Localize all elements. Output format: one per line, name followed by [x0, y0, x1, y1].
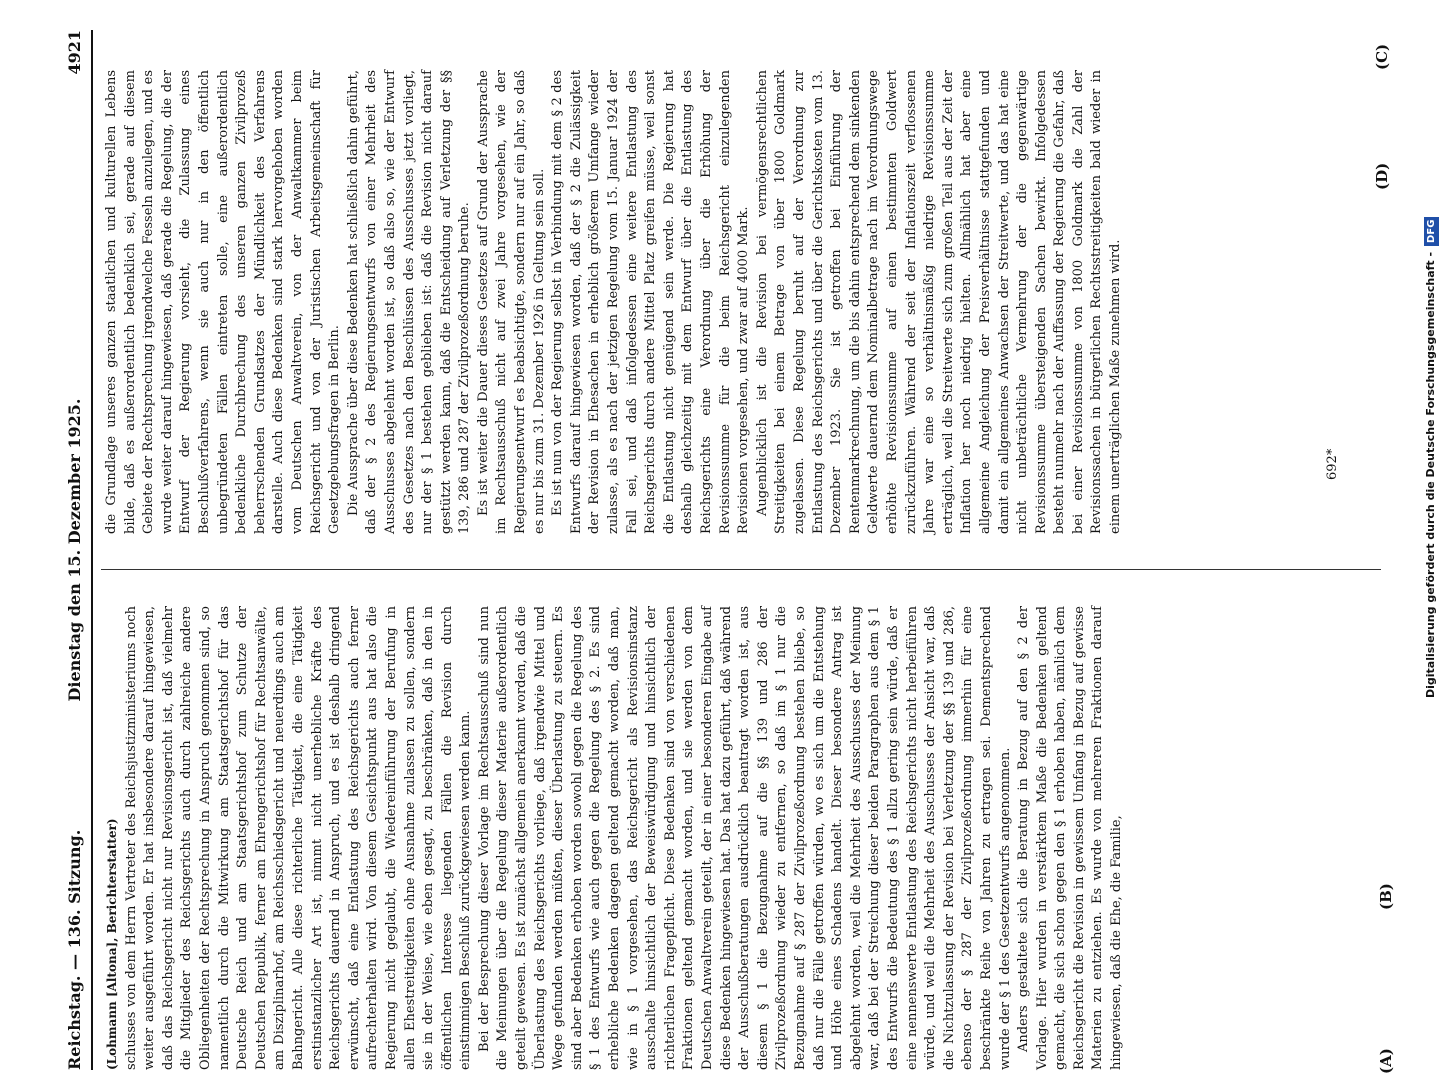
paragraph: schusses von dem Herrn Vertreter des Reichsjustizministeriums noch weiter ausgeführt worden. Er hat insbesondere darauf hingewiesen, daß das Reichsgericht nicht nur Revisionsgericht ist, daß vielmehr die Mitglieder des Reichsgerichts auch durch zahlreiche andere Obliegenheiten der Rechtsprechung in Anspruch genommen sind, so namentlich durch die Mitwirkung am Staatsgerichtshof für das Deutsche Reich und am Staatsgerichtshof zum Schutze der Deutschen Republik, ferner am Ehrengerichtshof für Rechtsanwälte, am Disziplinarhof, am Reichsschiedsgericht und neuerdings auch am Bahngericht. Alle diese richterliche Tätigkeit, die eine Tätigkeit erstinstanzlicher Art ist, nimmt nicht unerhebliche Kräfte des Reichsgerichts dauernd in Anspruch, und es ist deshalb dringend erwünscht, daß eine Entlastung des Reichsgerichts auch ferner aufrechterhalten wird. Von diesem Gesichtspunkt aus hat also die Regierung nicht geglaubt, die Wiedereinführung der Berufung in allen Ehestreitigkeiten ohne Ausnahme zulassen zu sollen, sondern sie in der Weise, wie eben gesagt, zu beschränken, daß in den in öffentlichen Interesse liegenden Fällen die Revision durch einstimmigen Beschluß zurückgewiesen werden kann. — [123, 606, 474, 1070]
margin-mark-a: (A) — [1377, 1048, 1395, 1074]
signature-mark: 692* — [1325, 448, 1340, 480]
header-rule — [91, 30, 93, 1070]
paragraph: Die Aussprache über diese Bedenken hat schließlich dahin geführt, daß der § 2 des Regierungsentwurfs von einer Mehrheit des Ausschusses abgelehnt worden ist, so daß also so, wie der Entwurf des Gesetzes nach den Beschlüssen des Ausschusses jetzt vorliegt, nur der § 1 bestehen geblieben ist: daß die Revision nicht darauf gestützt werden kann, daß die Entscheidung auf Verletzung der §§ 139, 286 und 287 der Zivilprozeßordnung beruhe. — [345, 70, 473, 534]
column-divider — [101, 569, 1381, 570]
margin-mark-d: (D) — [1373, 162, 1391, 190]
digitization-credit — [1418, 4, 1444, 704]
paragraph: Es ist nun von der Regierung selbst in Verbindung mit dem § 2 des Entwurfs darauf hingewiesen worden, daß der § 2 die Zulässigkeit der Revision in Ehesachen in erheblich größerem Umfange wieder zulasse, als es nach der jetzigen Regelung vom 15. Januar 1924 der Fall sei, und daß infolgedessen eine weitere Entlastung des Reichsgerichts durch andere Mittel Platz greifen müsse, weil sonst die Entlastung nicht genügend sein werde. Die Regierung hat deshalb gleichzeitig mit dem Entwurf über die Entlastung des Reichsgerichts eine Verordnung über die Erhöhung der Revisionssumme für die beim Reichsgericht einzulegenden Revisionen vorgesehen, und zwar auf 4000 Mark. — [550, 70, 752, 534]
paragraph: Bei der Besprechung dieser Vorlage im Rechtsausschuß sind nun die Meinungen über die Regelung dieser Materie außerordentlich geteilt gewesen. Es ist zunächst allgemein anerkannt worden, daß die Überlastung des Reichsgerichts vorliege, daß irgendwie Mittel und Wege gefunden werden müßten, dieser Überlastung zu steuern. Es sind aber Bedenken erhoben worden sowohl gegen die Regelung des § 1 des Entwurfs wie auch gegen die Regelung des § 2. Es sind erhebliche Bedenken dagegen geltend gemacht worden, daß man, wie in § 1 vorgesehen, das Reichsgericht als Revisionsinstanz ausschalte hinsichtlich der Beweiswürdigung und hinsichtlich der richterlichen Fragepflicht. Diese Bedenken sind von verschiedenen Fraktionen geltend gemacht worden, und sie werden von dem Deutschen Anwaltverein geteilt, der in einer besonderen Eingabe auf diese Bedenken hingewiesen hat. Das hat dazu geführt, daß während der Ausschußberatungen ausdrücklich beantragt worden ist, aus diesem § 1 die Bezugnahme auf die §§ 139 und 286 der Zivilprozeßordnung wieder zu entfernen, so daß im § 1 nur die Bezugnahme auf § 287 der Zivilprozeßordnung bestehen bliebe, so daß nur die Fälle getroffen würden, wo es sich um die Entstehung und Höhe eines Schadens handelt. Dieser besondere Antrag ist abgelehnt worden, weil die Mehrheit des Ausschusses der Meinung war, daß bei der Streichung dieser beiden Paragraphen aus dem § 1 des Entwurfs die Bedeutung des § 1 allzu gering sein würde, daß er eine nennenswerte Entlastung des Reichsgerichts nicht herbeiführen würde, und weil die Mehrheit des Ausschusses der Ansicht war, daß die Nichtzulassung der Revision bei Verletzung der §§ 139 und 286, ebenso der § 287 der Zivilprozeßordnung immerhin für eine beschränkte Reihe von Jahren zu ertragen sei. Dementsprechend wurde der § 1 des Gesetzentwurfs angenommen. — [476, 606, 1013, 1070]
speaker-note: (Lohmann [Altona], Berichterstatter) — [105, 818, 119, 1070]
header-session: Reichstag. — 136. Sitzung. — [65, 829, 84, 1070]
text-column-right — [103, 70, 1126, 534]
paragraph: die Grundlage unseres ganzen staatlichen und kulturellen Lebens bilde, daß es außerordentlich bedenklich sei, gerade auf diesem Gebiete der Rechtsprechung irgendwelche Fesseln anzulegen, und es wurde weiter darauf hingewiesen, daß gerade die Regelung, die der Entwurf der Regierung vorsieht, die Zulassung eines Beschlußverfahrens, wenn sie auch nur in den öffentlich unbegründeten Fällen eintreten solle, eine außerordentlich bedenkliche Durchbrechung des unseren ganzen Zivilprozeß beherrschenden Grundsatzes der Mündlichkeit des Verfahrens darstelle. Auch diese Bedenken sind stark hervorgehoben worden vom Deutschen Anwaltverein, von der Anwaltkammer beim Reichsgericht und von der Juristischen Arbeitsgemeinschaft für Gesetzgebungsfragen in Berlin. — [104, 70, 343, 534]
rotated-page-content — [57, 30, 1397, 1074]
scanned-page — [57, 30, 1397, 1074]
margin-mark-b: (B) — [1377, 883, 1395, 910]
paragraph: Es ist weiter die Dauer dieses Gesetzes auf Grund der Aussprache im Rechtsausschuß nicht auf zwei Jahre vorgesehen, wie der Regierungsentwurf es beabsichtigte, sondern nur auf ein Jahr, so daß es nur bis zum 31. Dezember 1926 in Geltung sein soll. — [475, 70, 547, 534]
page-number: 4921 — [65, 30, 84, 75]
paragraph: Augenblicklich ist die Revision bei vermögensrechtlichen Streitigkeiten bei einem Betrage von über 1800 Goldmark zugelassen. Diese Regelung beruht auf der Verordnung zur Entlastung des Reichsgerichts und über die Gerichtskosten vom 13. Dezember 1923. Sie ist getroffen bei Einführung der Rentenmarkrechnung, um die bis dahin entsprechend dem sinkenden Geldwerte dauernd dem Nominalbetrage nach im Verordnungswege erhöhte Revisionssumme auf einen bestimmten Goldwert zurückzuführen. Während der seit der Inflationszeit verflossenen Jahre war eine so verhältnismäßig niedrige Revisionssumme erträglich, weil die Streitwerte sich zum großen Teil aus der Zeit der Inflation her noch niedrig hielten. Allmählich hat aber eine allgemeine Angleichung der Preisverhältnisse stattgefunden und damit ein allgemeines Anwachsen der Streitwerte, und das hat eine nicht unbeträchtliche Vermehrung der die gegenwärtige Revisionssumme übersteigenden Sachen bewirkt. Infolgedessen besteht nunmehr nach der Auffassung der Regierung die Gefahr, daß bei einer Revisionssumme von 1800 Goldmark die Zahl der Revisionssachen in bürgerlichen Rechtsstreitigkeiten bald wieder in einem unerträglichen Maße zunehmen wird. — [754, 70, 1124, 534]
header-date: Dienstag den 15. Dezember 1925. — [65, 398, 84, 702]
text-column-left — [103, 606, 1127, 1070]
paragraph: Anders gestaltete sich die Beratung in Bezug auf den § 2 der Vorlage. Hier wurden in verstärktem Maße die Bedenken geltend gemacht, die sich schon gegen den § 1 erhoben haben, nämlich dem Reichsgericht die Revision in gewissem Umfang in Bezug auf gewisse Materien zu entziehen. Es wurde von mehreren Fraktionen darauf hingewiesen, daß die Ehe, die Familie, — [1016, 606, 1125, 1070]
digitization-note: Digitalisierung gefördert durch die Deutsche Forschungsgemeinschaft - — [1424, 251, 1437, 698]
dfg-logo: DFG — [1424, 217, 1439, 246]
margin-mark-c: (C) — [1373, 43, 1391, 70]
